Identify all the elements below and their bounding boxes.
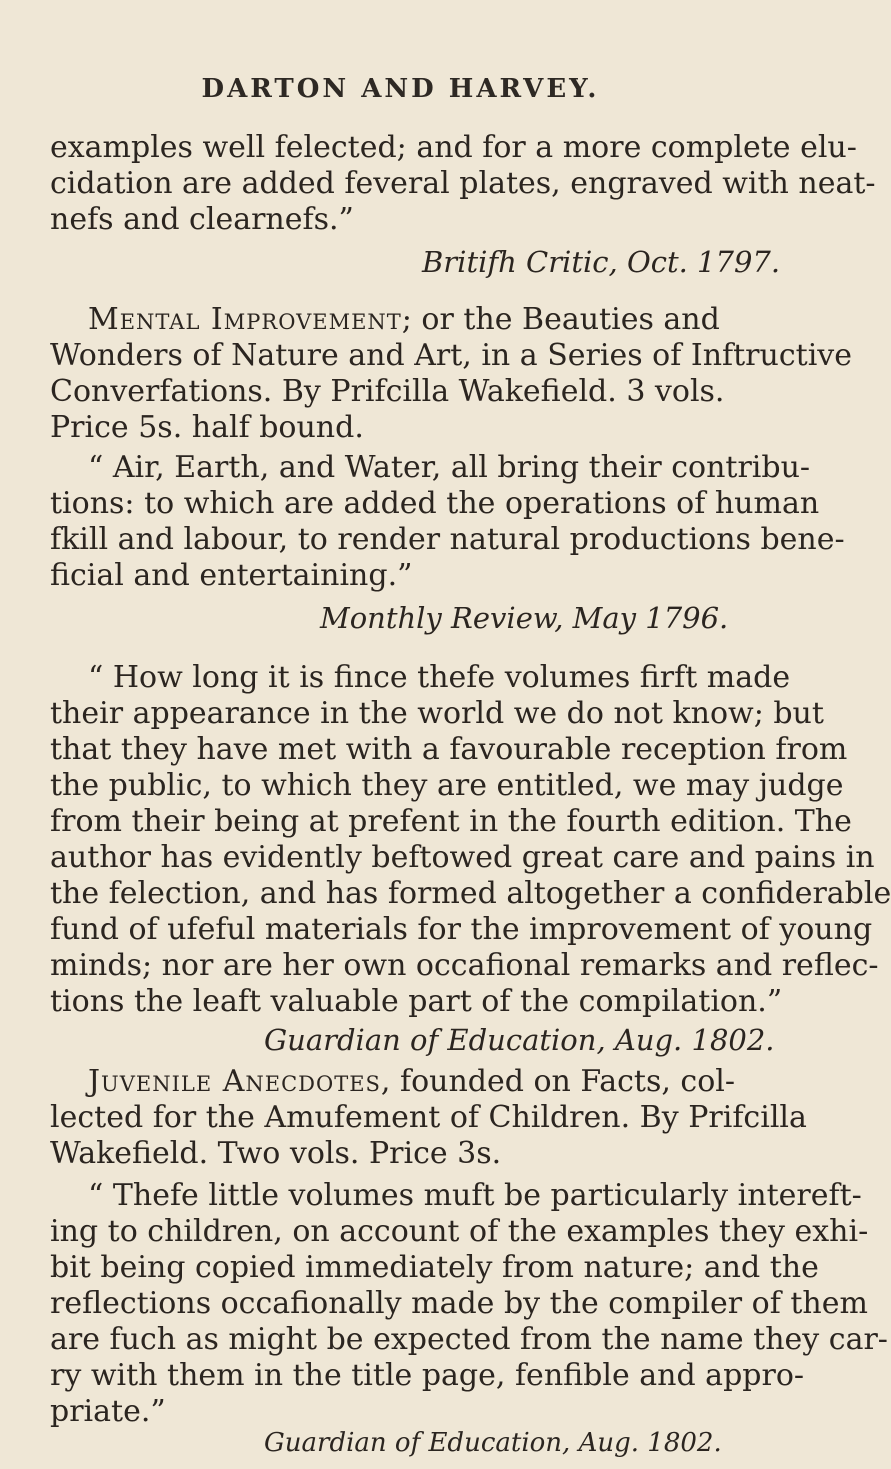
entry-title: Mental Improvement xyxy=(88,302,402,337)
text-line: bit being copied immediately from nature; and the xyxy=(50,1250,819,1285)
text-line: fkill and labour, to render natural productions bene- xyxy=(50,522,845,557)
text-line: Wonders of Nature and Art, in a Series of Inftructive xyxy=(50,338,852,373)
text-line: “ Thefe little volumes muft be particularly intereft- xyxy=(88,1178,862,1213)
text-line: that they have met with a favourable reception from xyxy=(50,732,848,767)
text-line: fund of ufeful materials for the improvement of young xyxy=(50,912,873,947)
text-line: lected for the Amufement of Children. By Prifcilla xyxy=(50,1100,807,1135)
source-citation: Guardian of Education, Aug. 1802. xyxy=(264,1023,775,1057)
text-line: priate.” xyxy=(50,1394,166,1429)
running-header: DARTON AND HARVEY. xyxy=(201,74,600,104)
text-line: ry with them in the title page, fenfible and appro- xyxy=(50,1358,805,1393)
source-citation: Guardian of Education, Aug. 1802. xyxy=(264,1428,722,1458)
text-line: are fuch as might be expected from the name they car- xyxy=(50,1322,888,1357)
text-line: the felection, and has formed altogether a confiderable xyxy=(50,876,891,911)
text-line: the public, to which they are entitled, we may judge xyxy=(50,768,844,803)
entry-title-line: Juvenile Anecdotes, founded on Facts, col- xyxy=(88,1064,736,1099)
text-line: Wakefield. Two vols. Price 3s. xyxy=(50,1136,502,1171)
text-line: ing to children, on account of the examples they exhi- xyxy=(50,1214,869,1249)
text-line: from their being at prefent in the fourth edition. The xyxy=(50,804,852,839)
text-line: cidation are added feveral plates, engraved with neat- xyxy=(50,166,876,201)
text-line: Price 5s. half bound. xyxy=(50,410,364,445)
source-citation: Britifh Critic, Oct. 1797. xyxy=(422,245,781,279)
text-line: Converfations. By Prifcilla Wakefield. 3 vols. xyxy=(50,374,725,409)
text-line: author has evidently beftowed great care and pains in xyxy=(50,840,875,875)
text-line: ficial and entertaining.” xyxy=(50,558,413,593)
entry-title: Juvenile Anecdotes xyxy=(88,1064,381,1099)
text-line: tions: to which are added the operations of human xyxy=(50,486,820,521)
text-line: their appearance in the world we do not know; but xyxy=(50,696,824,731)
text-line: “ Air, Earth, and Water, all bring their contribu- xyxy=(88,450,811,485)
text-line: minds; nor are her own occafional remarks and reflec- xyxy=(50,948,879,983)
source-citation: Monthly Review, May 1796. xyxy=(320,601,729,635)
text-line: reflections occafionally made by the compiler of them xyxy=(50,1286,868,1321)
text-line: “ How long it is fince thefe volumes firft made xyxy=(88,660,791,695)
text-line: tions the leaft valuable part of the compilation.” xyxy=(50,984,783,1019)
entry-title-line: Mental Improvement; or the Beauties and xyxy=(88,302,720,337)
text-line: examples well felected; and for a more complete elu- xyxy=(50,130,857,165)
text-line: nefs and clearnefs.” xyxy=(50,202,354,237)
